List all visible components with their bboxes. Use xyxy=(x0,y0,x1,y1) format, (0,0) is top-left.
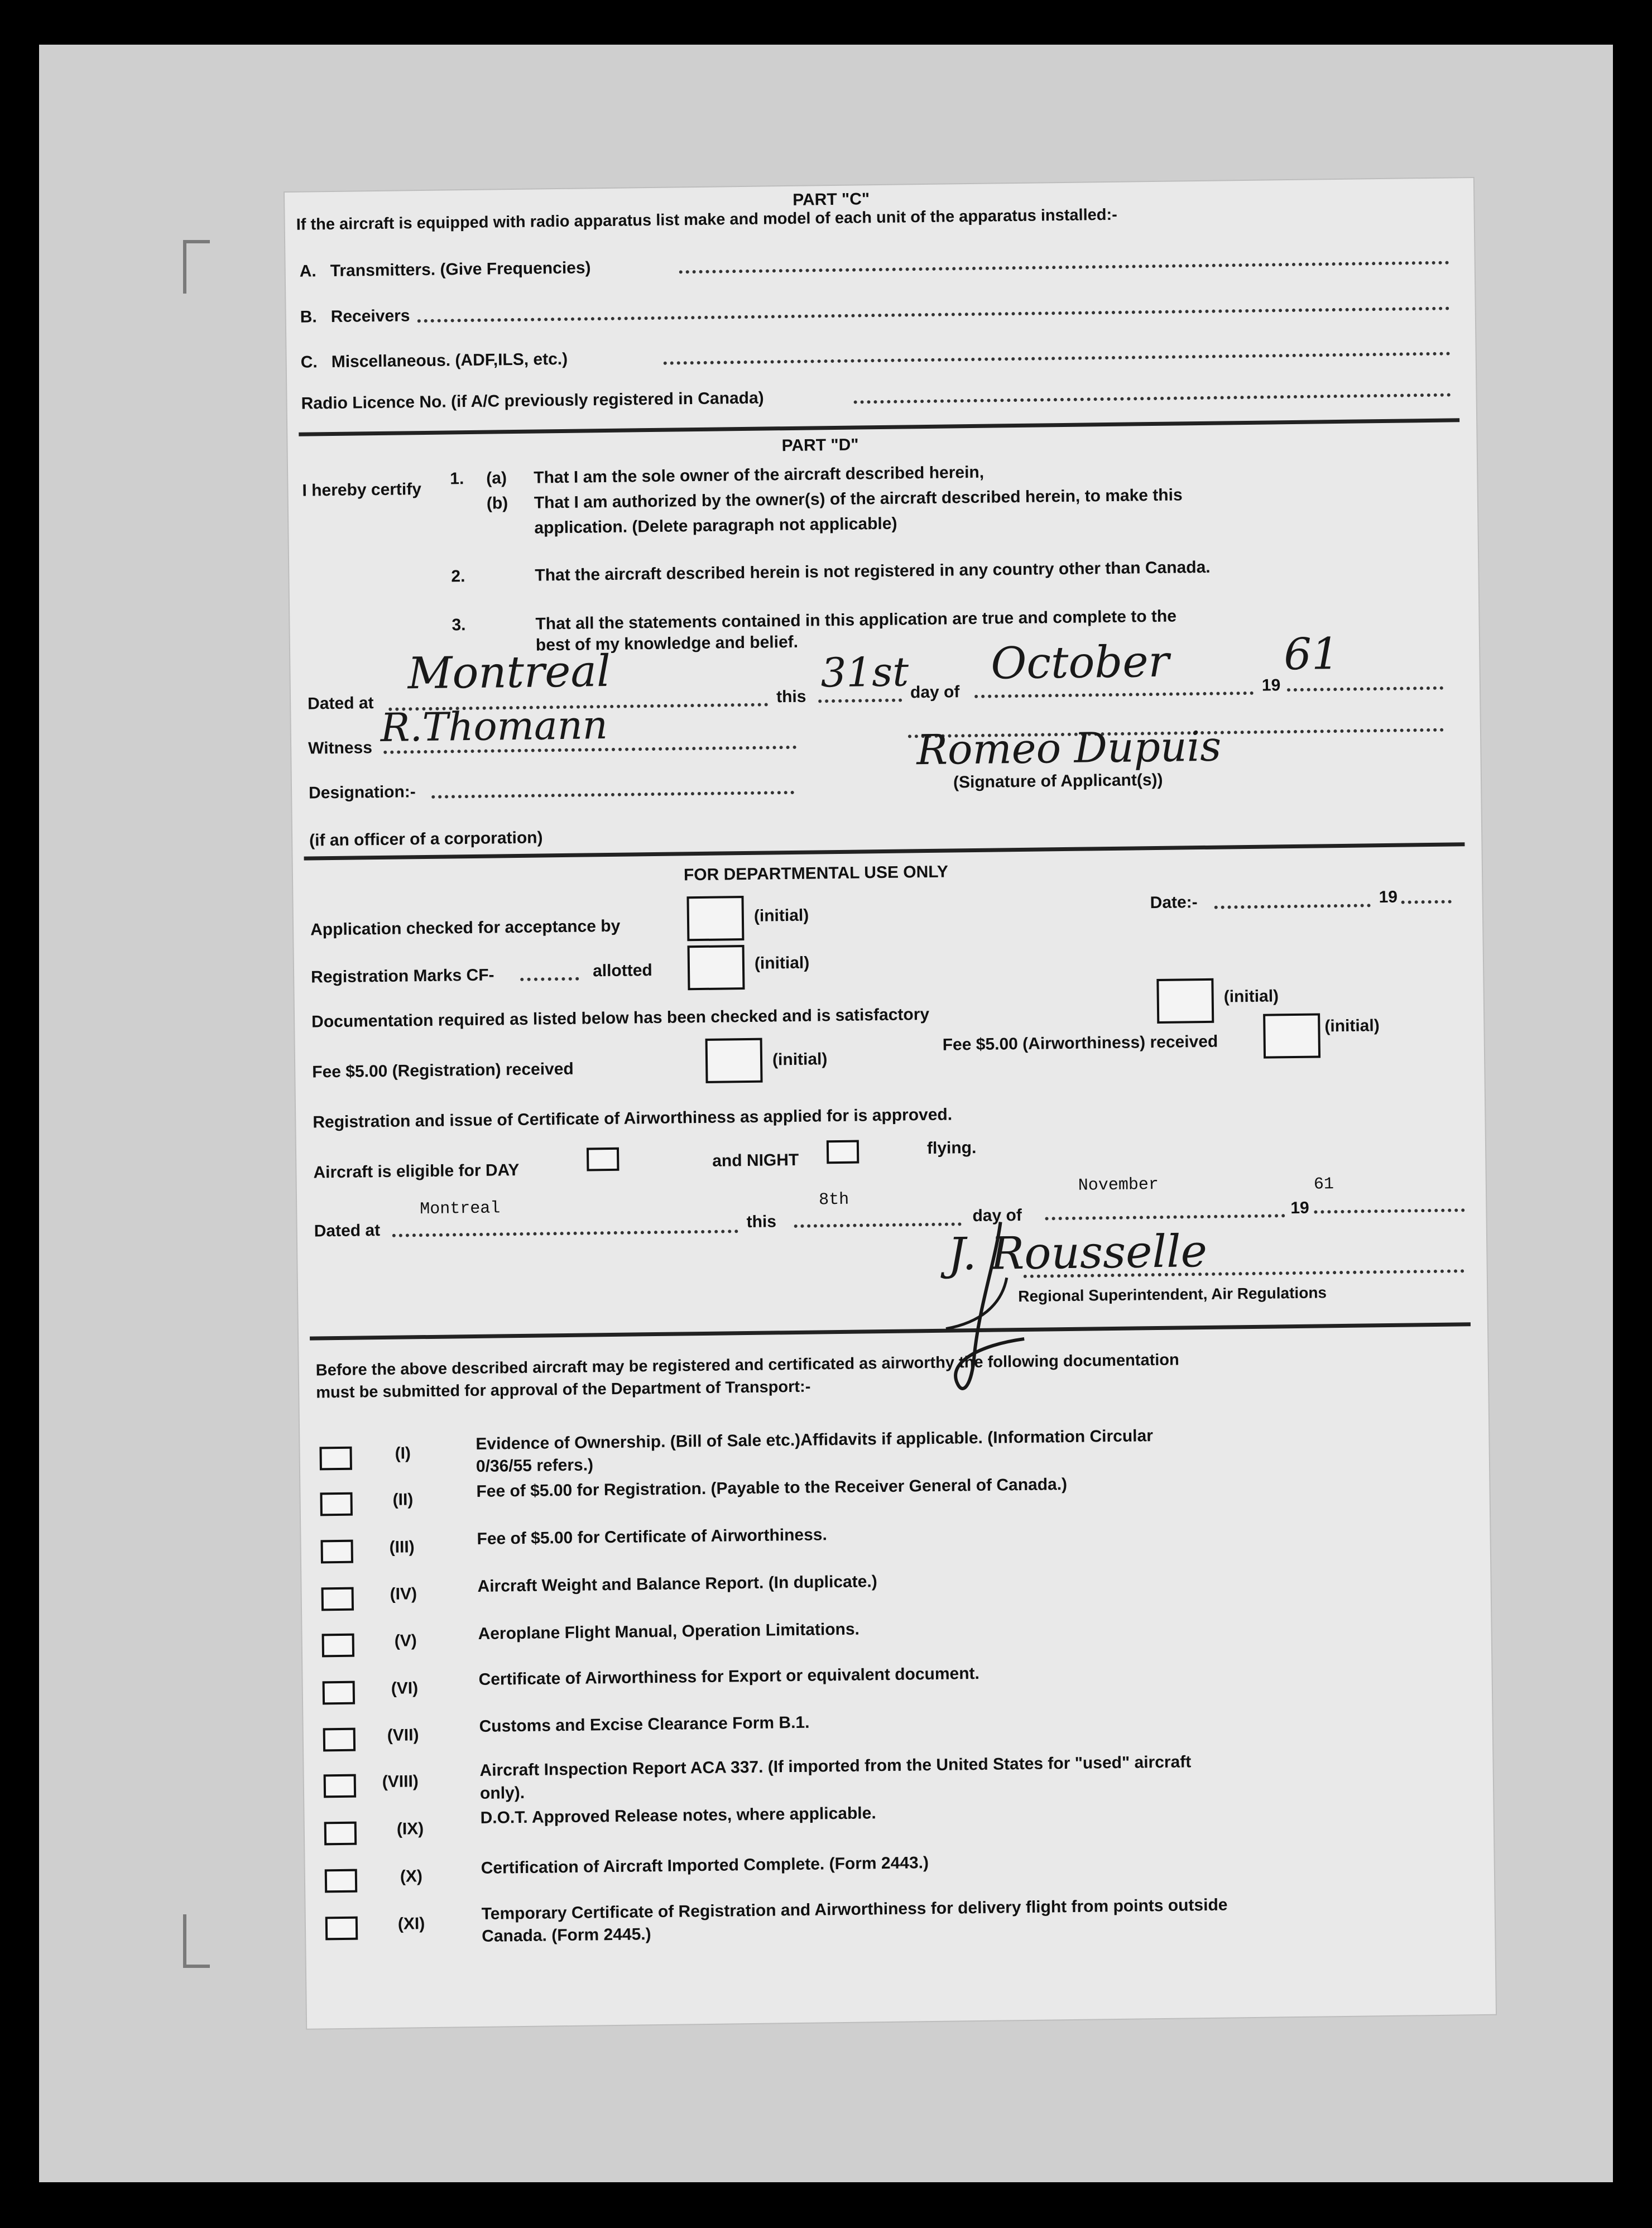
cert-1a-text: That I am the sole owner of the aircraft described herein, xyxy=(534,463,985,487)
transmitters-label: Transmitters. (Give Frequencies) xyxy=(330,258,591,281)
doc-item-4-number: (IV) xyxy=(390,1584,417,1603)
part-c-c-letter: C. xyxy=(300,353,318,372)
doc-item-7-checkbox[interactable] xyxy=(323,1728,356,1752)
superintendent-label: Regional Superintendent, Air Regulations xyxy=(1018,1284,1327,1305)
part-d-title: PART "D" xyxy=(781,435,859,455)
dated-at-label: Dated at xyxy=(307,694,374,713)
cert-3-number: 3. xyxy=(452,616,466,635)
eligible-day-label: Aircraft is eligible for DAY xyxy=(313,1160,520,1182)
and-night-label: and NIGHT xyxy=(712,1150,799,1170)
doc-item-2-number: (II) xyxy=(392,1490,414,1509)
signature-flourish xyxy=(911,1214,1193,1401)
cert-3-text-2: best of my knowledge and belief. xyxy=(535,632,799,655)
day-handwritten: 31st xyxy=(820,648,909,697)
reg-marks-label: Registration Marks CF- xyxy=(310,966,494,987)
dept-dated-at-field[interactable] xyxy=(392,1230,738,1237)
crop-mark-bottom-left xyxy=(183,1914,210,1968)
fee-airworthiness-label: Fee $5.00 (Airworthiness) received xyxy=(942,1032,1218,1054)
fee-registration-initial-label: (initial) xyxy=(772,1050,828,1069)
docs-intro-2: must be submitted for approval of the Department of Transport:- xyxy=(316,1377,811,1402)
radio-licence-field[interactable] xyxy=(854,393,1451,404)
doc-item-2-checkbox[interactable] xyxy=(320,1492,353,1516)
receivers-label: Receivers xyxy=(330,306,410,326)
doc-item-3-text: Fee of $5.00 for Certificate of Airworthiness. xyxy=(477,1525,828,1548)
witness-label: Witness xyxy=(308,738,373,758)
doc-item-7-text: Customs and Excise Clearance Form B.1. xyxy=(479,1713,810,1736)
doc-item-10-number: (X) xyxy=(400,1867,423,1886)
doc-item-8-number: (VIII) xyxy=(382,1772,419,1792)
doc-item-9-text: D.O.T. Approved Release notes, where applicable. xyxy=(480,1804,876,1827)
divider-documentation xyxy=(310,1322,1471,1340)
doc-item-1-checkbox[interactable] xyxy=(319,1447,352,1471)
designation-field[interactable] xyxy=(431,791,794,799)
part-c-title: PART "C" xyxy=(793,190,870,209)
officer-label: (if an officer of a corporation) xyxy=(309,828,543,850)
crop-mark-top-left xyxy=(183,240,210,294)
dept-year-typed: 61 xyxy=(1313,1175,1334,1194)
approved-label: Registration and issue of Certificate of Airworthiness as applied for is approved. xyxy=(313,1105,953,1132)
cert-1-number: 1. xyxy=(450,469,464,488)
doc-item-3-number: (III) xyxy=(389,1538,415,1557)
certify-label: I hereby certify xyxy=(302,480,422,500)
dept-year-field[interactable] xyxy=(1314,1208,1464,1213)
year-field[interactable] xyxy=(1287,686,1443,692)
dept-place-typed: Montreal xyxy=(420,1199,501,1219)
dept-this-label: this xyxy=(746,1212,777,1232)
applicant-signature-handwritten: Romeo Dupuis xyxy=(916,722,1222,775)
year-prefix: 19 xyxy=(1261,676,1281,695)
part-c-a-letter: A. xyxy=(299,262,316,281)
doc-item-8-text-2: only). xyxy=(479,1783,525,1803)
day-of-label: day of xyxy=(910,683,960,702)
doc-item-6-text: Certificate of Airworthiness for Export or equivalent document. xyxy=(478,1664,980,1689)
doc-item-9-checkbox[interactable] xyxy=(324,1822,357,1846)
doc-item-6-number: (VI) xyxy=(391,1679,419,1698)
cert-2-number: 2. xyxy=(451,567,465,586)
doc-item-10-text: Certification of Aircraft Imported Complete. (Form 2443.) xyxy=(481,1854,929,1878)
night-checkbox[interactable] xyxy=(827,1140,859,1164)
reg-marks-field[interactable] xyxy=(520,977,579,981)
miscellaneous-field[interactable] xyxy=(664,352,1451,365)
allotted-label: allotted xyxy=(592,961,652,981)
doc-item-1-number: (I) xyxy=(395,1444,411,1463)
superintendent-signature-handwritten: J. Rousselle xyxy=(947,1225,1208,1280)
documentation-initial-box[interactable] xyxy=(1156,978,1214,1024)
doc-item-11-checkbox[interactable] xyxy=(325,1917,358,1941)
app-checked-initial-box[interactable] xyxy=(686,896,744,941)
reg-marks-initial-box[interactable] xyxy=(688,945,745,990)
doc-item-11-text: Temporary Certificate of Registration and Airworthiness for delivery flight from points outside xyxy=(481,1895,1228,1923)
doc-item-8-text: Aircraft Inspection Report ACA 337. (If imported from the United States for "used" aircraft xyxy=(479,1752,1192,1780)
doc-item-11-text-2: Canada. (Form 2445.) xyxy=(481,1925,651,1946)
doc-item-5-text: Aeroplane Flight Manual, Operation Limitations. xyxy=(478,1620,860,1643)
fee-airworthiness-initial-box[interactable] xyxy=(1263,1013,1320,1058)
divider-part-d xyxy=(299,418,1459,436)
day-field[interactable] xyxy=(818,699,902,703)
doc-item-2-text: Fee of $5.00 for Registration. (Payable to the Receiver General of Canada.) xyxy=(476,1475,1068,1501)
doc-item-5-checkbox[interactable] xyxy=(322,1634,355,1658)
cert-2-text: That the aircraft described herein is not registered in any country other than Canada. xyxy=(535,558,1211,585)
doc-item-8-checkbox[interactable] xyxy=(324,1774,357,1798)
dept-day-of-label: day of xyxy=(972,1206,1022,1226)
app-checked-initial-label: (initial) xyxy=(753,906,809,925)
fee-registration-label: Fee $5.00 (Registration) received xyxy=(312,1059,574,1082)
doc-item-3-checkbox[interactable] xyxy=(321,1540,354,1564)
documentation-label: Documentation required as listed below has been checked and is satisfactory xyxy=(311,1005,930,1031)
flying-label: flying. xyxy=(926,1138,977,1158)
doc-item-4-checkbox[interactable] xyxy=(321,1587,354,1611)
dept-year-prefix: 19 xyxy=(1290,1198,1309,1218)
year-handwritten: 61 xyxy=(1283,628,1340,680)
app-checked-label: Application checked for acceptance by xyxy=(310,916,621,939)
doc-item-10-checkbox[interactable] xyxy=(325,1869,358,1893)
fee-airworthiness-initial-label: (initial) xyxy=(1324,1016,1380,1036)
doc-item-6-checkbox[interactable] xyxy=(323,1681,356,1705)
designation-label: Designation:- xyxy=(308,782,416,803)
doc-item-7-number: (VII) xyxy=(387,1726,419,1745)
doc-item-5-number: (V) xyxy=(394,1631,417,1650)
form-page xyxy=(285,178,1496,2029)
date-year-field[interactable] xyxy=(1401,900,1452,904)
date-field[interactable] xyxy=(1214,904,1371,909)
fee-registration-initial-box[interactable] xyxy=(705,1038,763,1083)
dept-month-typed: November xyxy=(1078,1175,1159,1195)
witness-handwritten: R.Thomann xyxy=(380,702,608,751)
documentation-initial-label: (initial) xyxy=(1223,987,1279,1006)
doc-item-4-text: Aircraft Weight and Balance Report. (In duplicate.) xyxy=(477,1572,877,1596)
part-c-b-letter: B. xyxy=(300,308,317,326)
this-label: this xyxy=(776,687,806,707)
departmental-title: FOR DEPARTMENTAL USE ONLY xyxy=(683,862,949,885)
month-field[interactable] xyxy=(974,692,1254,698)
doc-item-1-text: Evidence of Ownership. (Bill of Sale etc.)Affidavits if applicable. (Information Circular xyxy=(476,1427,1154,1453)
doc-item-9-number: (IX) xyxy=(396,1819,424,1838)
reg-marks-initial-label: (initial) xyxy=(754,953,810,973)
place-handwritten: Montreal xyxy=(407,646,611,699)
docs-intro-1: Before the above described aircraft may be registered and certificated as airworthy the following documentation xyxy=(315,1351,1179,1380)
cert-1b-text: That I am authorized by the owner(s) of the aircraft described herein, to make this xyxy=(534,486,1183,512)
miscellaneous-label: Miscellaneous. (ADF,ILS, etc.) xyxy=(331,349,568,371)
doc-item-1-text-2: 0/36/55 refers.) xyxy=(476,1456,594,1476)
cert-1b-letter: (b) xyxy=(486,494,508,513)
doc-item-11-number: (XI) xyxy=(397,1914,425,1933)
day-checkbox[interactable] xyxy=(587,1147,620,1171)
receivers-field[interactable] xyxy=(417,307,1450,323)
dept-dated-at-label: Dated at xyxy=(314,1221,381,1241)
applicant-signature-label: (Signature of Applicant(s)) xyxy=(953,770,1163,792)
part-c-intro: If the aircraft is equipped with radio apparatus list make and model of each unit of the apparatus installed:- xyxy=(296,205,1117,234)
month-handwritten: October xyxy=(990,636,1170,689)
date-label: Date:- xyxy=(1150,893,1198,913)
date-year-prefix: 19 xyxy=(1379,887,1398,907)
radio-licence-label: Radio Licence No. (if A/C previously registered in Canada) xyxy=(301,388,764,413)
cert-1a-letter: (a) xyxy=(486,469,507,488)
dept-day-typed: 8th xyxy=(818,1190,849,1210)
transmitters-field[interactable] xyxy=(679,261,1449,274)
cert-3-text: That all the statements contained in this application are true and complete to the xyxy=(535,607,1177,633)
cert-1b-text-2: application. (Delete paragraph not applicable) xyxy=(534,514,897,537)
